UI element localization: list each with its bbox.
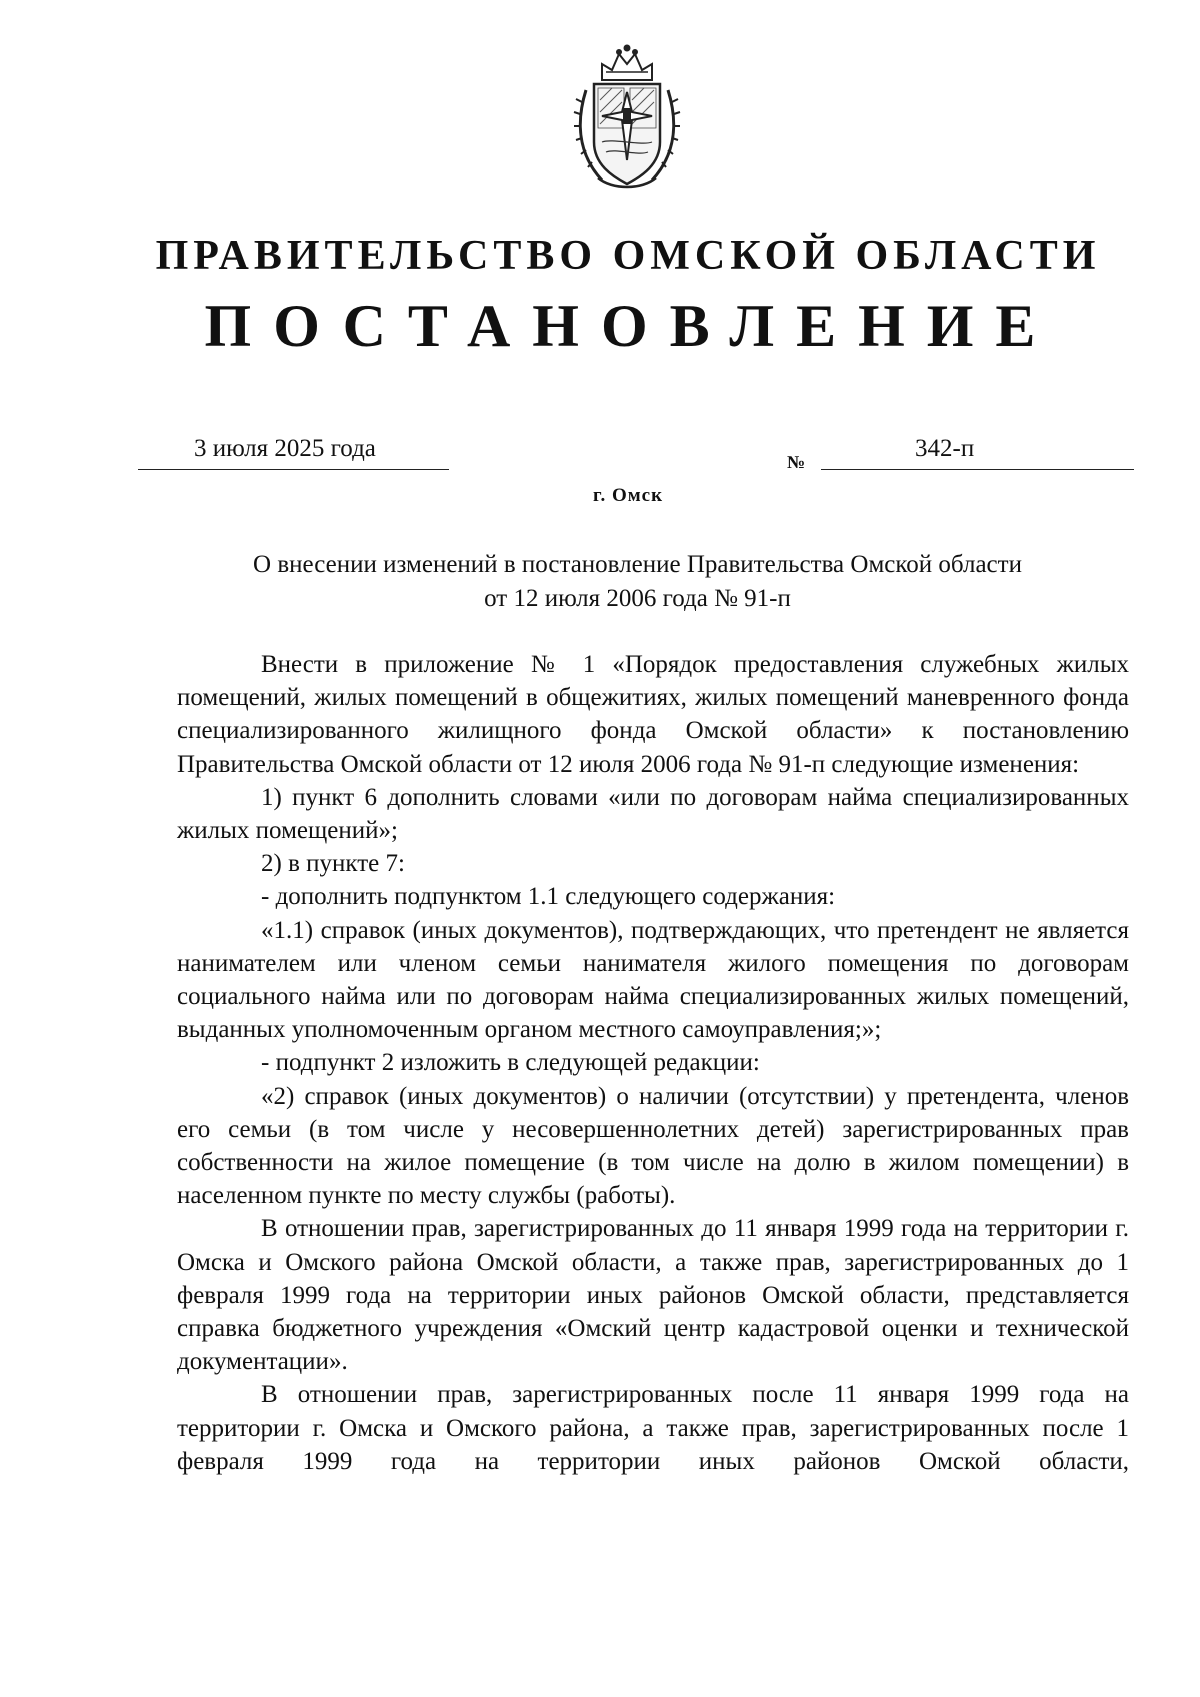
document-city: г. Омск: [592, 485, 664, 506]
body-paragraph: «1.1) справок (иных документов), подтверждающих, что претендент не является нанимателем или членом семьи нанимателя жилого помещения по договорам социального найма или по договорам найма специализированных жилых помещений, выданных уполномоченным органом местного самоуправления;»;: [177, 916, 1129, 1044]
subject-line-2: от 12 июля 2006 года № 91-п: [484, 585, 791, 612]
body-paragraph: В отношении прав, зарегистрированных до 11 января 1999 года на территории г. Омска и Омского района Омской области, а также прав, зарегистрированных до 1 февраля 1999 года на территории иных районов Омской области, представляется справка бюджетного учреждения «Омский центр кадастровой оценки и технической документации».: [177, 1215, 1129, 1376]
document-number-field: [821, 437, 1134, 470]
body-paragraph: «2) справок (иных документов) о наличии (отсутствии) у претендента, членов его семьи (в том числе у несовершеннолетних детей) зарегистрированных прав собственности на жилое помещение (в том числе на долю в жилом помещении) в населенном пункте по месту службы (работы).: [177, 1082, 1129, 1210]
body-paragraph: В отношении прав, зарегистрированных после 11 января 1999 года на территории г. Омска и Омского района, а также прав, зарегистрированных после 1 февраля 1999 года на территории иных районов Омской области,: [177, 1381, 1129, 1475]
body-paragraph: 2) в пункте 7:: [261, 850, 405, 878]
body-paragraph: - подпункт 2 изложить в следующей редакции:: [261, 1049, 760, 1077]
document-date-field: [138, 437, 449, 470]
omsk-region-coat-of-arms-icon: [572, 42, 682, 192]
organization-title: ПРАВИТЕЛЬСТВО ОМСКОЙ ОБЛАСТИ: [155, 233, 1101, 279]
body-paragraph: 1) пункт 6 дополнить словами «или по договорам найма специализированных жилых помещений»;: [177, 783, 1129, 845]
document-number: 342-п: [915, 435, 975, 462]
document-subject: [170, 548, 1105, 616]
subject-line-1: О внесении изменений в постановление Правительства Омской области: [253, 551, 1022, 578]
document-type-heading: ПОСТАНОВЛЕНИЕ: [204, 293, 1058, 359]
number-sign: №: [787, 452, 806, 472]
body-paragraph: Внести в приложение № 1 «Порядок предоставления служебных жилых помещений, жилых помещений в общежитиях, жилых помещений маневренного фонда специализированного жилищного фонда Омской области» к постановлению Правительства Омской области от 12 июля 2006 года № 91-п следующие изменения:: [177, 651, 1129, 778]
document-date: 3 июля 2025 года: [194, 435, 376, 462]
document-body: [177, 648, 1129, 1478]
body-paragraph: - дополнить подпунктом 1.1 следующего содержания:: [261, 883, 836, 911]
